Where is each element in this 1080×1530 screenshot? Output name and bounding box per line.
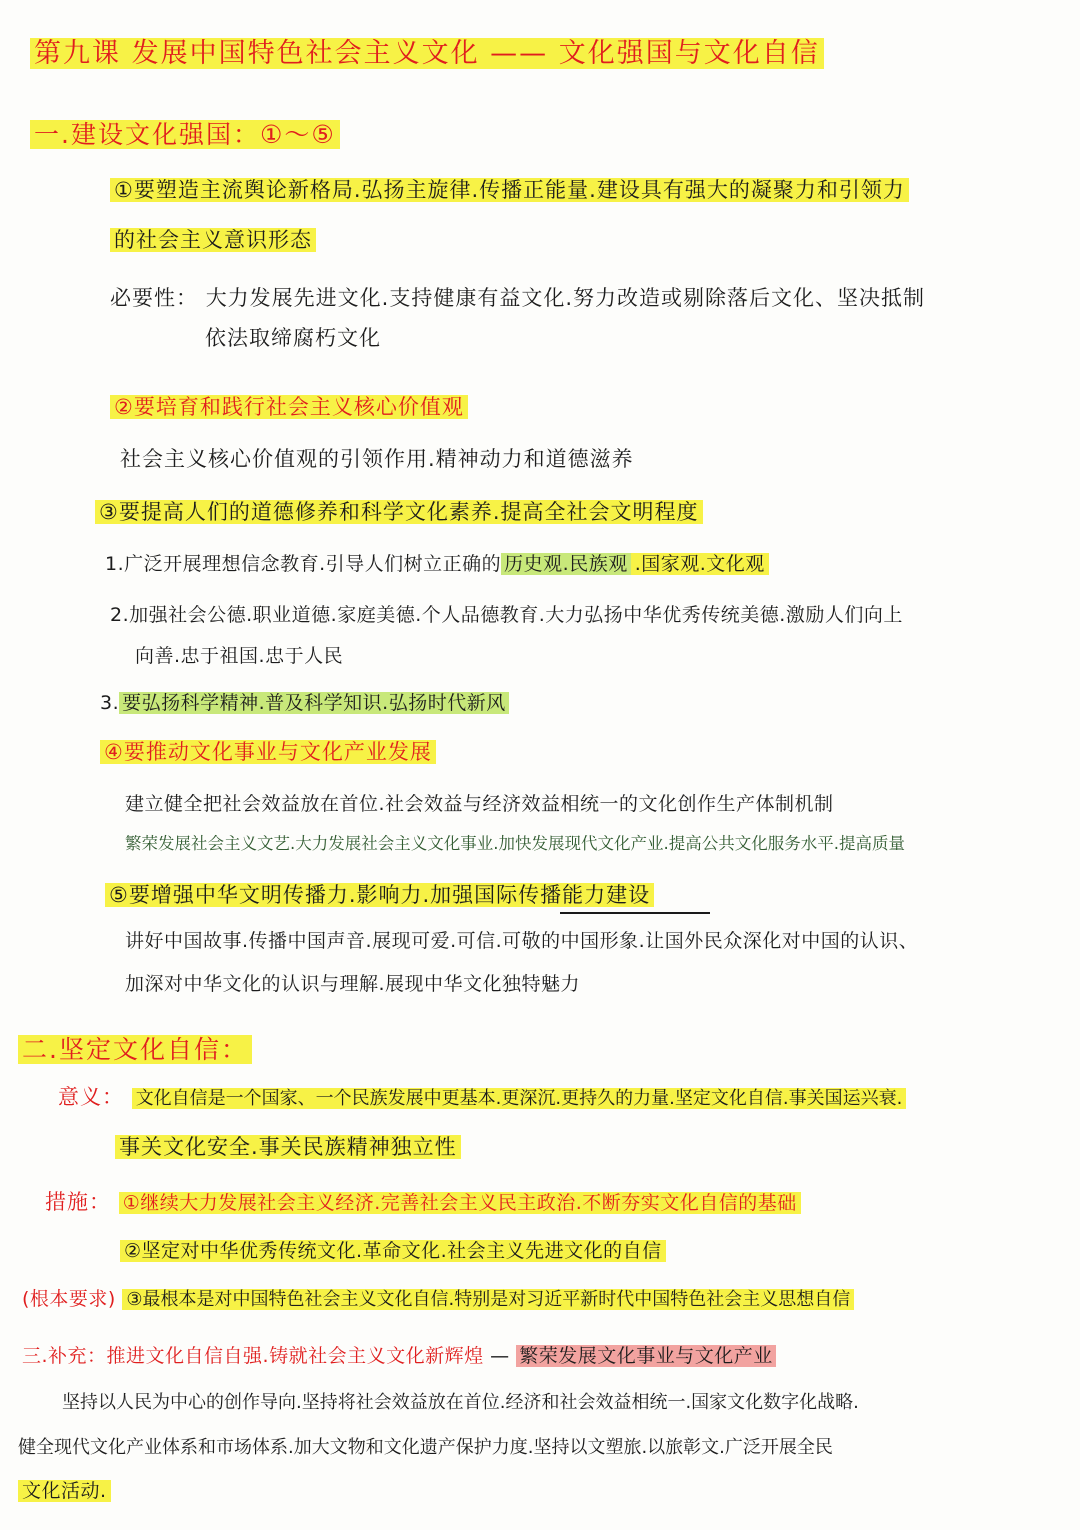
point-3-item-2-line-2: 向善.忠于祖国.忠于人民 — [135, 645, 344, 667]
measure-3: ③最根本是对中国特色社会主义文化自信.特别是对习近平新时代中国特色社会主义思想自信 — [122, 1289, 854, 1310]
meaning-label: 意义： — [58, 1085, 124, 1109]
section-1-heading: 一.建设文化强国：①～⑤ — [30, 120, 340, 149]
point-4-line-2: 繁荣发展社会主义文艺.大力发展社会主义文化事业.加快发展现代文化产业.提高公共文化服务水平.提高质量 — [125, 834, 905, 853]
point-3-item-1-pre: 1.广泛开展理想信念教育.引导人们树立正确的 — [105, 553, 502, 575]
measure-1: ①继续大力发展社会主义经济.完善社会主义民主政治.不断夯实文化自信的基础 — [119, 1192, 801, 1214]
point-3-item-3-highlight: 要弘扬科学精神.普及科学知识.弘扬时代新风 — [119, 692, 509, 714]
section-2-heading: 二.坚定文化自信： — [18, 1035, 252, 1064]
page-title: 第九课 发展中国特色社会主义文化 —— 文化强国与文化自信 — [30, 38, 824, 69]
meaning-line-2: 事关文化安全.事关民族精神独立性 — [115, 1135, 461, 1159]
point-2-heading: ②要培育和践行社会主义核心价值观 — [110, 395, 468, 419]
point-5-line-2: 加深对中华文化的认识与理解.展现中华文化独特魅力 — [125, 973, 581, 995]
section-3-tail: 繁荣发展文化事业与文化产业 — [516, 1345, 776, 1367]
point-1-line-2: 的社会主义意识形态 — [110, 228, 316, 252]
point-3-item-3-pre: 3. — [100, 692, 120, 714]
point-1-line-1: ①要塑造主流舆论新格局.弘扬主旋律.传播正能量.建设具有强大的凝聚力和引领力 — [110, 178, 909, 202]
point-4-heading: ④要推动文化事业与文化产业发展 — [100, 740, 436, 764]
measure-2: ②坚定对中华优秀传统文化.革命文化.社会主义先进文化的自信 — [120, 1240, 666, 1262]
section-3-line-1: 坚持以人民为中心的创作导向.坚持将社会效益放在首位.经济和社会效益相统一.国家文化数字化战略. — [62, 1392, 859, 1413]
point-5-heading: ⑤要增强中华文明传播力.影响力.加强国际传播能力建设 — [105, 883, 654, 907]
point-3-item-1-post: .国家观.文化观 — [631, 553, 769, 575]
point-3-item-2-line-1: 2.加强社会公德.职业道德.家庭美德.个人品德教育.大力弘扬中华优秀传统美德.激励人们向上 — [110, 604, 903, 626]
section-3-line-3: 文化活动. — [18, 1480, 111, 1502]
point-2-body: 社会主义核心价值观的引领作用.精神动力和道德滋养 — [120, 447, 634, 471]
meaning-line-1: 文化自信是一个国家、一个民族发展中更基本.更深沉.更持久的力量.坚定文化自信.事关国运兴衰. — [132, 1088, 907, 1109]
point-3-heading: ③要提高人们的道德修养和科学文化素养.提高全社会文明程度 — [95, 500, 703, 524]
necessity-label: 必要性： — [110, 286, 198, 310]
point-4-line-1: 建立健全把社会效益放在首位.社会效益与经济效益相统一的文化创作生产体制机制 — [125, 793, 834, 815]
point-5-underline — [560, 912, 710, 914]
measure-3-label: (根本要求) — [22, 1288, 116, 1310]
measures-label: 措施： — [45, 1190, 111, 1214]
section-3-heading: 三.补充：推进文化自信自强.铸就社会主义文化新辉煌 — [22, 1345, 484, 1367]
necessity-line-1: 大力发展先进文化.支持健康有益文化.努力改造或剔除落后文化、坚决抵制 — [205, 286, 926, 310]
point-3-item-1-highlight: 历史观.民族观 — [501, 553, 631, 575]
point-5-line-1: 讲好中国故事.传播中国声音.展现可爱.可信.可敬的中国形象.让国外民众深化对中国的认识、 — [125, 930, 919, 952]
necessity-line-2: 依法取缔腐朽文化 — [205, 326, 381, 350]
section-3-dash: — — [490, 1345, 510, 1367]
section-3-line-2: 健全现代文化产业体系和市场体系.加大文物和文化遗产保护力度.坚持以文塑旅.以旅彰文.广泛开展全民 — [18, 1437, 833, 1458]
